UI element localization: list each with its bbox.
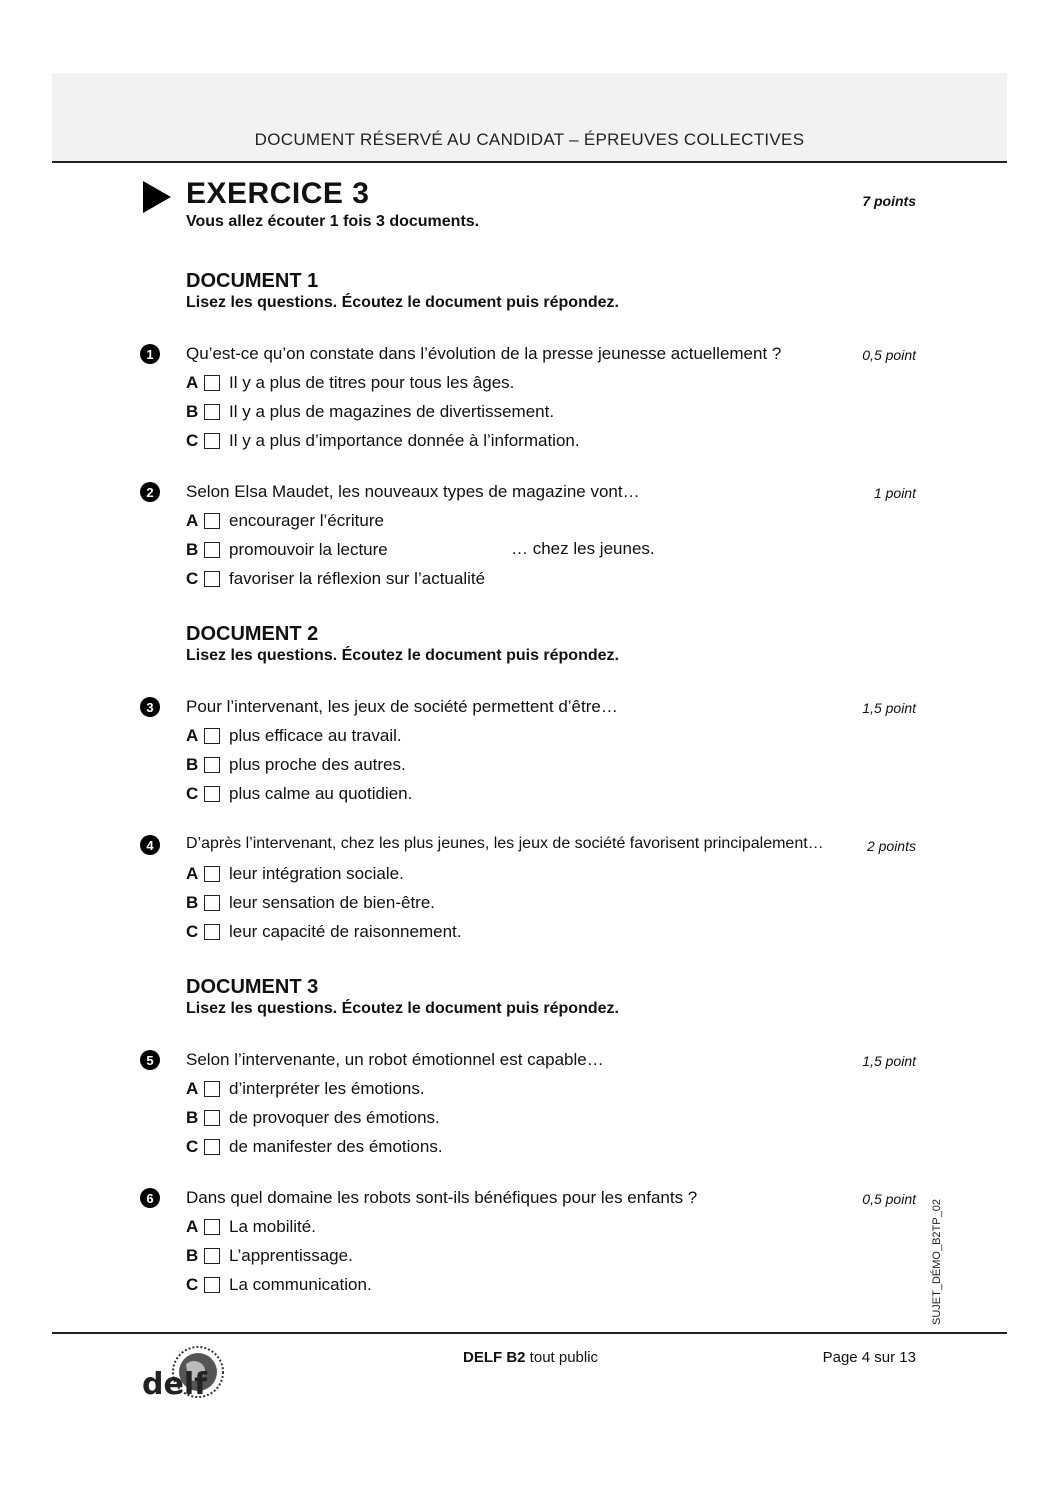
checkbox[interactable]	[204, 924, 220, 940]
option-letter: C	[186, 922, 199, 941]
q5-option-b[interactable]	[186, 1107, 440, 1129]
option-text: leur sensation de bien-être.	[229, 893, 436, 912]
exercise-title: EXERCICE 3	[186, 177, 370, 210]
q1-option-c[interactable]	[186, 430, 580, 452]
option-letter: A	[186, 1079, 199, 1098]
question-number-badge: 2	[140, 482, 160, 502]
option-letter: B	[186, 893, 199, 912]
checkbox[interactable]	[204, 895, 220, 911]
q2-option-b[interactable]	[186, 539, 388, 561]
option-text: plus efficace au travail.	[229, 726, 402, 745]
option-letter: B	[186, 755, 199, 774]
question-number-badge: 3	[140, 697, 160, 717]
question-number-badge: 1	[140, 344, 160, 364]
checkbox[interactable]	[204, 866, 220, 882]
question-number-badge: 5	[140, 1050, 160, 1070]
checkbox[interactable]	[204, 1248, 220, 1264]
option-text: L’apprentissage.	[229, 1246, 353, 1265]
question-6-text: Dans quel domaine les robots sont-ils bénéfiques pour les enfants ?	[186, 1188, 698, 1207]
option-letter: A	[186, 373, 199, 392]
question-number-badge: 6	[140, 1188, 160, 1208]
header-title: DOCUMENT RÉSERVÉ AU CANDIDAT – ÉPREUVES COLLECTIVES	[254, 130, 805, 149]
q1-option-b[interactable]	[186, 401, 554, 423]
checkbox[interactable]	[204, 1219, 220, 1235]
question-2-text: Selon Elsa Maudet, les nouveaux types de magazine vont…	[186, 482, 640, 501]
question-2-points: 1 point	[873, 485, 916, 501]
option-letter: C	[186, 569, 199, 588]
option-letter: A	[186, 1217, 199, 1236]
question-5-points: 1,5 point	[862, 1053, 916, 1069]
option-text: de provoquer des émotions.	[229, 1108, 440, 1127]
option-text: Il y a plus de titres pour tous les âges.	[229, 373, 515, 392]
q4-option-a[interactable]	[186, 863, 404, 885]
document-code: SUJET_DÉMO_B2TP_02	[931, 1199, 943, 1325]
footer-exam-name	[463, 1349, 598, 1366]
document-3-instruction: Lisez les questions. Écoutez le document puis répondez.	[186, 1000, 619, 1017]
question-number-badge: 4	[140, 835, 160, 855]
question-4-points: 2 points	[866, 838, 916, 854]
option-text: promouvoir la lecture	[229, 540, 388, 559]
q5-option-c[interactable]	[186, 1136, 443, 1158]
q2-option-c[interactable]	[186, 568, 485, 590]
question-5-text: Selon l’intervenante, un robot émotionnel est capable…	[186, 1050, 604, 1069]
q6-option-c[interactable]	[186, 1274, 372, 1296]
question-3-text: Pour l’intervenant, les jeux de société permettent d’être…	[186, 697, 618, 716]
option-text: leur intégration sociale.	[229, 864, 404, 883]
checkbox[interactable]	[204, 786, 220, 802]
option-text: La mobilité.	[229, 1217, 316, 1236]
logo-text: delf	[142, 1367, 208, 1402]
checkbox[interactable]	[204, 1110, 220, 1126]
q4-option-c[interactable]	[186, 921, 461, 943]
checkbox[interactable]	[204, 404, 220, 420]
option-letter: B	[186, 1108, 199, 1127]
question-1-points: 0,5 point	[862, 347, 916, 363]
checkbox[interactable]	[204, 757, 220, 773]
option-letter: A	[186, 511, 199, 530]
question-2-trailing-text: … chez les jeunes.	[511, 539, 655, 558]
option-letter: B	[186, 402, 199, 421]
option-letter: A	[186, 864, 199, 883]
option-text: plus proche des autres.	[229, 755, 406, 774]
option-text: favoriser la réflexion sur l’actualité	[229, 569, 486, 588]
q3-option-b[interactable]	[186, 754, 406, 776]
option-letter: B	[186, 540, 199, 559]
document-2-title: DOCUMENT 2	[186, 623, 319, 645]
option-text: Il y a plus d’importance donnée à l’information.	[229, 431, 580, 450]
option-letter: C	[186, 1137, 199, 1156]
checkbox[interactable]	[204, 1277, 220, 1293]
document-3-title: DOCUMENT 3	[186, 976, 319, 998]
footer-exam-rest: tout public	[525, 1349, 599, 1366]
q2-option-a[interactable]	[186, 510, 384, 532]
option-text: Il y a plus de magazines de divertissement.	[229, 402, 555, 421]
document-2-instruction: Lisez les questions. Écoutez le document puis répondez.	[186, 647, 619, 664]
option-letter: B	[186, 1246, 199, 1265]
option-text: plus calme au quotidien.	[229, 784, 413, 803]
checkbox[interactable]	[204, 571, 220, 587]
checkbox[interactable]	[204, 728, 220, 744]
option-text: de manifester des émotions.	[229, 1137, 443, 1156]
checkbox[interactable]	[204, 1139, 220, 1155]
q4-option-b[interactable]	[186, 892, 435, 914]
q3-option-a[interactable]	[186, 725, 402, 747]
header-divider	[52, 161, 1007, 163]
question-1-text: Qu’est-ce qu’on constate dans l’évolution de la presse jeunesse actuellement ?	[186, 344, 782, 363]
option-letter: C	[186, 1275, 199, 1294]
checkbox[interactable]	[204, 433, 220, 449]
option-letter: C	[186, 431, 199, 450]
page-number: Page 4 sur 13	[822, 1349, 916, 1366]
question-6-points: 0,5 point	[862, 1191, 916, 1207]
q3-option-c[interactable]	[186, 783, 412, 805]
option-text: La communication.	[229, 1275, 372, 1294]
document-1-title: DOCUMENT 1	[186, 270, 319, 292]
option-text: d’interpréter les émotions.	[229, 1079, 425, 1098]
exercise-points: 7 points	[862, 193, 916, 209]
option-letter: C	[186, 784, 199, 803]
q5-option-a[interactable]	[186, 1078, 425, 1100]
option-letter: A	[186, 726, 199, 745]
footer-divider	[52, 1332, 1007, 1334]
q1-option-a[interactable]	[186, 372, 514, 394]
document-1-instruction: Lisez les questions. Écoutez le document puis répondez.	[186, 294, 619, 311]
footer-exam-bold: DELF B2	[463, 1349, 526, 1366]
checkbox[interactable]	[204, 542, 220, 558]
option-text: encourager l’écriture	[229, 511, 384, 530]
checkbox[interactable]	[204, 513, 220, 529]
q6-option-a[interactable]	[186, 1216, 316, 1238]
option-text: leur capacité de raisonnement.	[229, 922, 462, 941]
arrow-right-icon	[143, 181, 171, 213]
checkbox[interactable]	[204, 375, 220, 391]
q6-option-b[interactable]	[186, 1245, 353, 1267]
question-3-points: 1,5 point	[862, 700, 916, 716]
checkbox[interactable]	[204, 1081, 220, 1097]
exercise-subtitle: Vous allez écouter 1 fois 3 documents.	[186, 213, 480, 230]
delf-logo	[140, 1342, 226, 1404]
question-4-text: D’après l’intervenant, chez les plus jeunes, les jeux de société favorisent principalement…	[186, 835, 824, 852]
